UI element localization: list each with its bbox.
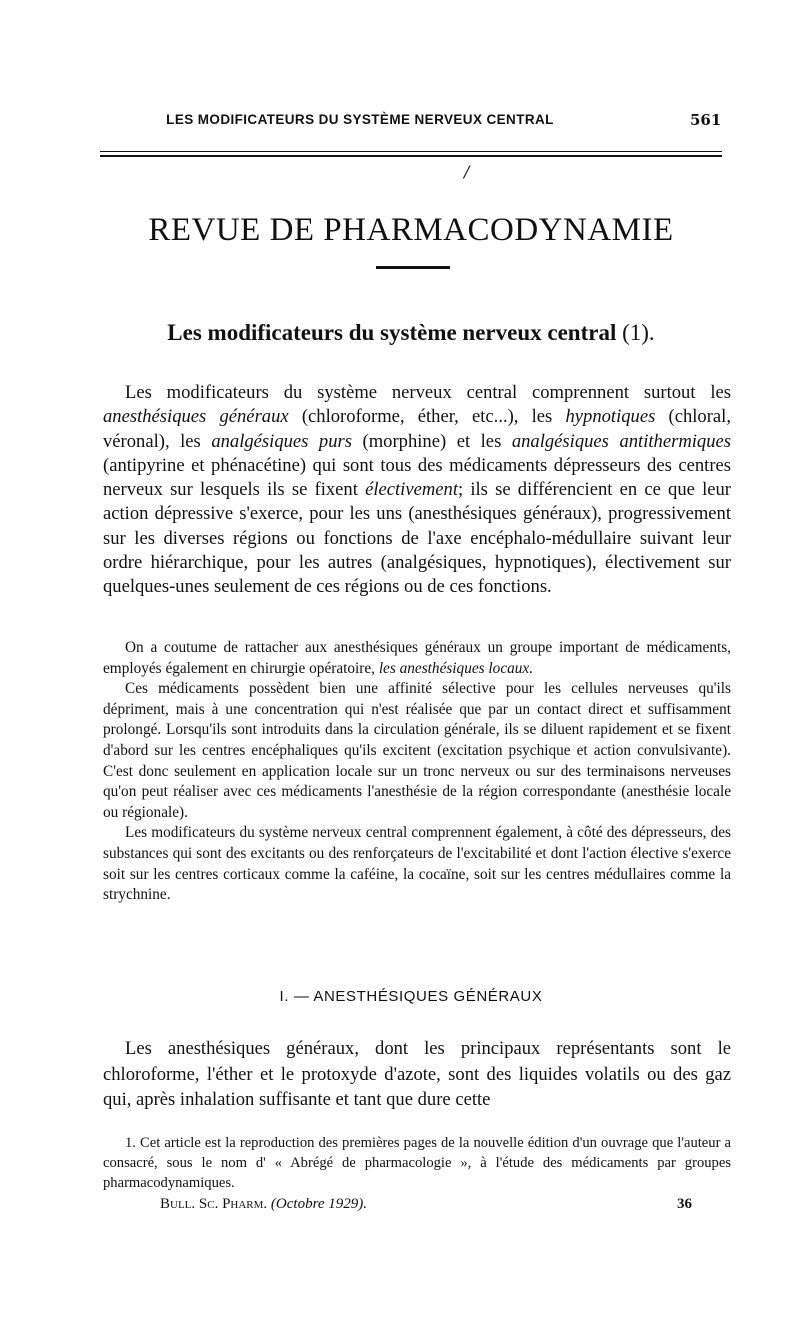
header-rule-top: [100, 151, 722, 152]
intro-text-5: (antipyrine et phénacétine) qui sont tous des médicaments dépresseurs des centres nerveux sur lesquels ils se fixent: [103, 454, 731, 501]
intro-text-4: (morphine) et les: [352, 430, 512, 452]
subtitle-text: Les modificateurs du système nerveux central: [167, 320, 617, 345]
issue-date: (Octobre 1929).: [270, 1196, 368, 1212]
small-paragraph-1-italic: les anesthésiques locaux.: [378, 659, 534, 677]
article-subtitle: [100, 320, 722, 346]
intro-text-1: Les modificateurs du système nerveux central comprennent surtout les: [125, 382, 731, 403]
journal-citation: [160, 1196, 367, 1213]
sheet-number: 36: [677, 1196, 692, 1212]
page-number: 561: [690, 111, 722, 129]
local-anesthetics-paragraph: [103, 638, 731, 679]
footnote: 1. Cet article est la reproduction des premières pages de la nouvelle édition d'un ouvrage que l'auteur a consacré, sous le nom d' « Abrégé de pharmacologie », à l'étude des médicaments par groupes pharmacodynamiques.: [103, 1135, 731, 1191]
intro-italic-2: hypnotiques: [565, 406, 656, 428]
mechanism-paragraph: Ces médicaments possèdent bien une affinité sélective pour les cellules nerveuses qu'ils dépriment, mais à une concentration qui n'est réalisée que par un contact direct et suffisamment prolongé. Lorsqu'ils sont introduits dans la circulation générale, ils se diluent rapidement et se fixent d'abord sur les centres encéphaliques qu'ils excitent (excitation psychique et action convulsivante). C'est donc seulement en application locale sur un tronc nerveux ou sur des terminaisons nerveuses qu'on peut réaliser avec ces médicaments l'anesthésie de la région correspondante (anesthésie locale ou régionale).: [103, 680, 731, 821]
small-print-block: [103, 638, 731, 906]
stimulants-paragraph: Les modificateurs du système nerveux central comprennent également, à côté des dépresseurs, des substances qui sont des excitants ou des renforçateurs de l'excitabilité et dont l'action élective s'exerce soit sur les centres corticaux comme la caféine, la cocaïne, soit sur les centres médullaires comme la strychnine.: [103, 824, 731, 904]
page-title: REVUE DE PHARMACODYNAMIE: [148, 212, 674, 248]
section-heading: I. — ANESTHÉSIQUES GÉNÉRAUX: [279, 988, 543, 1005]
intro-italic-4: analgésiques antithermiques: [511, 430, 731, 452]
intro-paragraph: [103, 381, 731, 600]
running-head: LES MODIFICATEURS DU SYSTÈME NERVEUX CENTRAL: [166, 112, 554, 127]
intro-text-6: ; ils se différencient en ce que leur action dépressive s'exerce, pour les uns (anesthésiques généraux), progressivement sur les diverses régions ou fonctions de l'axe encéphalo-médullaire suivant leur ordre hiérarchique, pour les autres (analgésiques, hypnotiques), électivement sur quelques-unes seulement de ces régions ou de ces fonctions.: [103, 479, 731, 598]
small-paragraph-1-text: On a coutume de rattacher aux anesthésiques généraux un groupe important de médicaments, employés également en chirurgie opératoire,: [103, 639, 731, 677]
intro-italic-1: anesthésiques généraux: [103, 406, 289, 428]
subtitle-footnote-ref: (1).: [622, 320, 655, 345]
intro-text-3: (chloral, véronal), les: [103, 406, 731, 452]
intro-italic-3: analgésiques purs: [211, 430, 352, 452]
header-rule-bottom: [100, 155, 722, 157]
intro-italic-5: électivement: [365, 479, 458, 501]
title-rule: [376, 266, 450, 269]
stray-mark: /: [464, 162, 470, 181]
journal-name: Bull. Sc. Pharm.: [160, 1196, 268, 1212]
intro-text-2: (chloroforme, éther, etc...), les: [288, 406, 566, 428]
section-paragraph: Les anesthésiques généraux, dont les principaux représentants sont le chloroforme, l'éther et le protoxyde d'azote, sont des liquides volatils ou des gaz qui, après inhalation suffisante et tant que dure cette: [103, 1038, 731, 1110]
